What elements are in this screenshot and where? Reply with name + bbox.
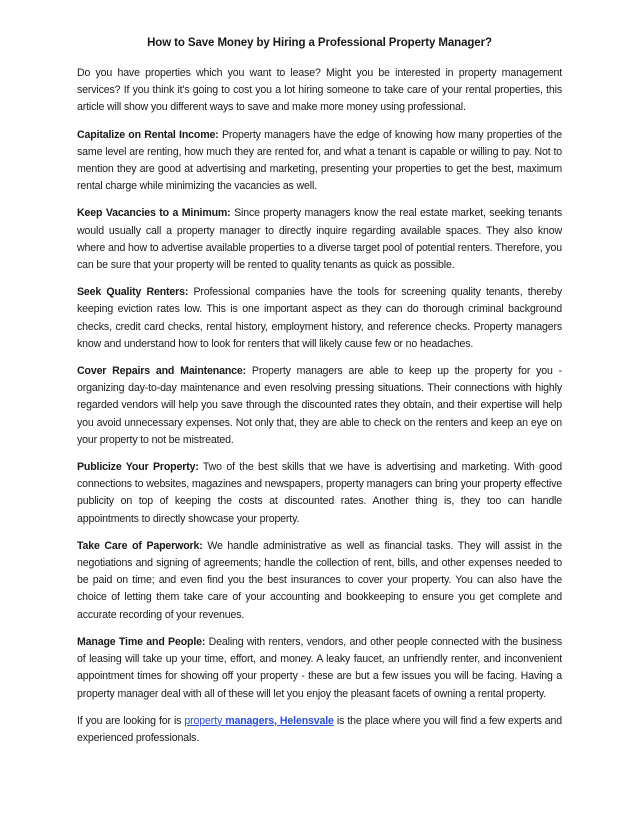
section-heading: Manage Time and People:: [77, 635, 206, 648]
section-heading: Take Care of Paperwork:: [77, 539, 203, 552]
section-body: Property managers are able to keep up the property for you - organizing day-to-day maintenance and even resolving pressing situations. Their connections with highly regarded vendors will help you save through the discounted rates they obtain, and their expertise will help you avoid unnecessary expenses. Not only that, they are able to check on the renters and keep an eye on your property to not be mistreated.: [77, 365, 563, 446]
section-seek-quality-renters: [77, 284, 562, 353]
section-body: Professional companies have the tools for screening quality tenants, thereby keeping eviction rates low. This is one important aspect as they can do thorough criminal background checks, credit card checks, rental history, employment history, and reference checks. Property managers know and understand how to look for renters that will likely cause few or no headaches.: [77, 286, 562, 350]
document-body: [77, 34, 562, 757]
section-heading: Seek Quality Renters:: [77, 286, 189, 299]
document-title: How to Save Money by Hiring a Professional Property Manager?: [147, 37, 492, 49]
section-heading: Capitalize on Rental Income:: [77, 128, 219, 141]
section-manage-time-people: [77, 634, 562, 703]
section-body: Property managers have the edge of knowing how many properties of the same level are renting, how much they are rented for, and what a tenant is capable or willing to pay. Not to mention they are good at advertising and marketing, presenting your properties to get the best, maximum rental charge while minimizing the vacancies as well.: [77, 128, 562, 193]
link-text-plain[interactable]: property: [184, 714, 226, 727]
section-body: Two of the best skills that we have is advertising and marketing. With good connections to websites, magazines and newspapers, property managers can bring your property effective publicity on top of keeping the costs at discounted rates. Another thing is, they too can handle appointments to directly showcase your property.: [77, 461, 562, 525]
section-cover-repairs-maintenance: [77, 363, 562, 449]
section-heading: Keep Vacancies to a Minimum:: [77, 207, 231, 220]
property-managers-helensvale-link[interactable]: [184, 715, 333, 727]
closing-text-before: If you are looking for is: [77, 714, 185, 727]
section-body: Dealing with renters, vendors, and other people connected with the business of leasing will take up your time, effort, and money. A leaky faucet, an unfriendly renter, and inconvenient appointment times for showing off your property - these are but a few issues you will be facing. Having a property manager deal with all of these will let you enjoy the pleasant facets of owning a rental property.: [77, 635, 563, 700]
section-keep-vacancies-minimum: [77, 205, 562, 274]
section-body: Since property managers know the real estate market, seeking tenants would usually call a property manager to directly inquire regarding available spaces. They also know where and how to advertise available properties to a diverse target pool of potential renters. Therefore, you can be sure that your property will be rented to quality tenants as quick as possible.: [77, 207, 562, 272]
link-text-bold[interactable]: managers, Helensvale: [225, 714, 334, 727]
section-take-care-paperwork: [77, 538, 562, 624]
closing-text-after: is the place where you will find a few experts and experienced professionals.: [77, 714, 563, 744]
section-heading: Publicize Your Property:: [77, 461, 199, 474]
section-publicize-property: [77, 459, 562, 528]
section-body: We handle administrative as well as financial tasks. They will assist in the negotiations and signing of agreements; handle the collection of rent, bills, and other expenses needed to be paid on time; and even find you the best insurances to cover your property. You can also have the choice of letting them take care of your accounting and bookkeeping to ensure you get complete and accurate recording of your revenues.: [77, 539, 562, 621]
intro-paragraph: Do you have properties which you want to lease? Might you be interested in property management services? If you think it's going to cost you a lot hiring someone to take care of your rental properties, this article will show you different ways to save and make more money using professional.: [77, 67, 562, 114]
closing-paragraph: [77, 713, 562, 747]
section-heading: Cover Repairs and Maintenance:: [77, 365, 247, 378]
section-capitalize-rental-income: [77, 127, 562, 196]
